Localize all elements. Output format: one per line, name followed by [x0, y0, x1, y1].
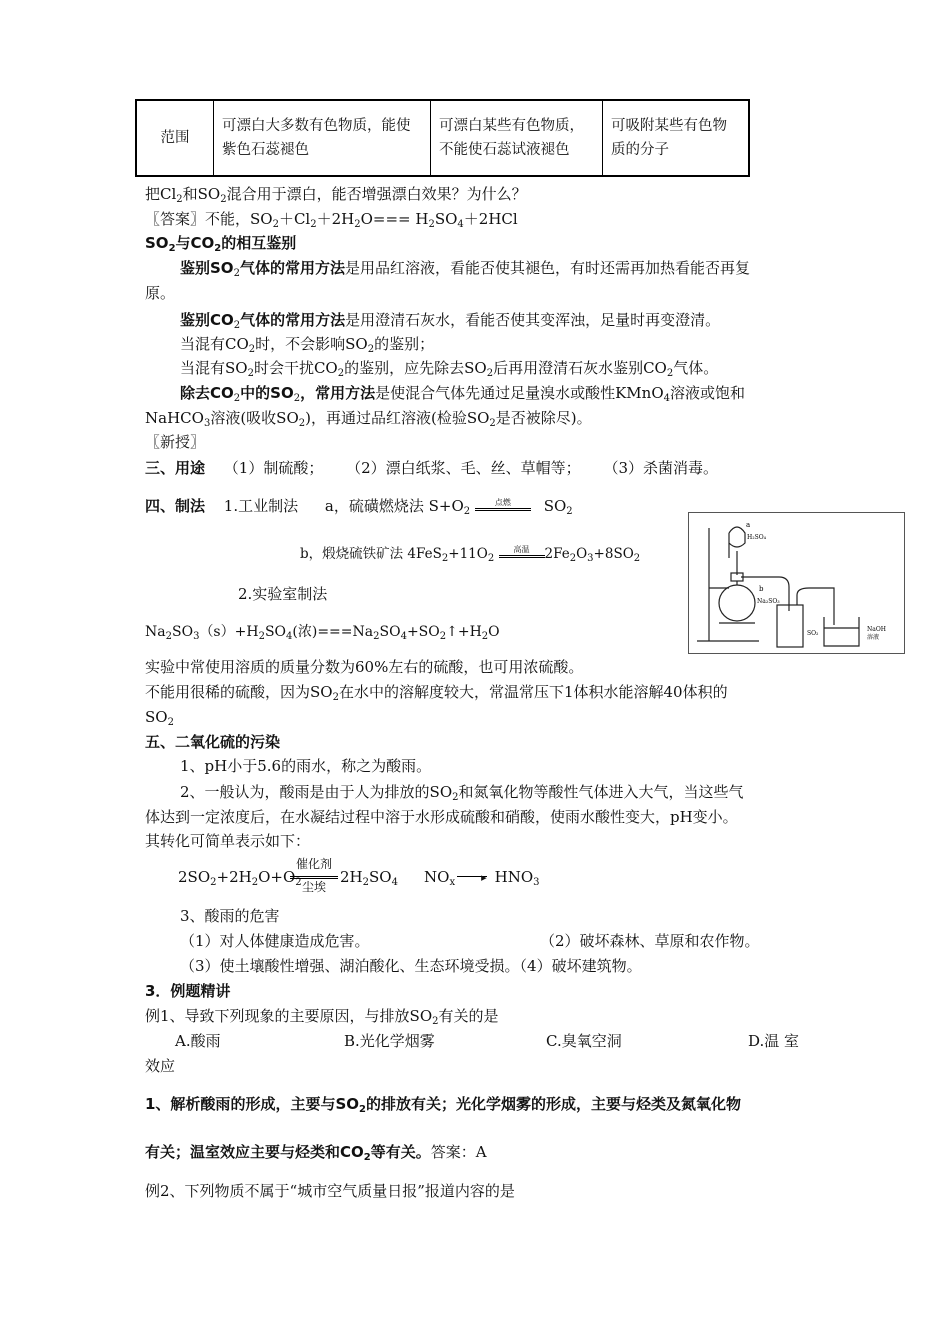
comparison-table: [135, 99, 750, 177]
pollution-p2-cont: 体达到一定浓度后，在水凝结过程中溶于水形成硫酸和硝酸，使雨水酸性变大，pH变小。: [145, 808, 738, 826]
lab-note-1: 实验中常使用溶质的质量分数为60%左右的硫酸，也可用浓硫酸。: [145, 658, 584, 676]
example-2-question: 例2、下列物质不属于“城市空气质量日报”报道内容的是: [145, 1182, 515, 1200]
option-c: C.臭氧空洞: [546, 1032, 622, 1050]
para-remove-cont: NaHCO$_3$溶液(吸收$SO_2$)，再通过品红溶液(检验$SO_2$是否被除尽)。: [145, 409, 592, 429]
cell-so2: 可漂白某些有色物质，不能使石蕊试液褪色: [431, 100, 603, 176]
pollution-p2-end: 其转化可简单表示如下：: [145, 832, 311, 850]
para-co2-test: 鉴别$CO_2$气体的常用方法是用澄清石灰水，看能否使其变浑浊，足量时再变澄清。: [180, 311, 721, 331]
example-1-solution: 1、解析酸雨的形成，主要与$SO_2$的排放有关；光化学烟雾的形成，主要与烃类及氮氧化物: [145, 1095, 741, 1115]
option-d-cont: 效应: [145, 1057, 176, 1075]
pyrite-equation: b，煅烧硫铁矿法 $4FeS_2+11O_2$ 高温 $2Fe_2O_3+8SO_2$: [300, 545, 641, 564]
label-gas: SO₂: [807, 630, 819, 637]
para-so2-test: 鉴别$SO_2$气体的常用方法是用品红溶液，看能否使其褪色，有时还需再加热看能否再复: [180, 259, 750, 279]
option-d: D.温 室: [748, 1032, 800, 1050]
para-mix-2: 当混有$SO_2$时会干扰$CO_2$的鉴别，应先除去$SO_2$后再用澄清石灰水鉴别$CO_2$气体。: [180, 359, 719, 379]
lab-method-label: 2.实验室制法: [238, 585, 328, 603]
option-a: A.酸雨: [175, 1032, 221, 1050]
para-mix-1: 当混有$CO_2$时，不会影响$SO_2$的鉴别；: [180, 335, 435, 355]
catalyst-label: 催化剂 尘埃: [290, 856, 338, 895]
para-remove: 除去$CO_2$中的$SO_2$，常用方法是使混合气体先通过足量溴水或酸性KMnO$_4$溶液或饱和: [180, 384, 746, 404]
example-1-question: 例1、导致下列现象的主要原因，与排放$SO_2$有关的是: [145, 1007, 499, 1027]
option-b: B.光化学烟雾: [344, 1032, 435, 1050]
label-salt: Na₂SO₃: [757, 598, 780, 605]
harm-2: （2）破坏森林、草原和农作物。: [540, 932, 760, 950]
apparatus-diagram: [688, 512, 905, 654]
label-b: b: [759, 585, 764, 593]
new-lesson-label: 〖新授〗: [145, 433, 206, 451]
harm-3-4: （3）使土壤酸性增强、湖泊酸化、生态环境受损。（4）破坏建筑物。: [180, 957, 642, 975]
examples-heading: 3．例题精讲: [145, 982, 231, 1000]
label-a: a: [746, 521, 751, 529]
question-1: 把$Cl_2$和$SO_2$混合用于漂白，能否增强漂白效果？为什么？: [145, 185, 527, 205]
lab-note-2: 不能用很稀的硫酸，因为$SO_2$在水中的溶解度较大，常温常压下1体积水能溶解40体积的: [145, 683, 728, 703]
lab-note-2-cont: $SO_2$: [145, 708, 174, 728]
heading-identification: $SO_2$与$CO_2$的相互鉴别: [145, 234, 297, 254]
label-naoh: NaOH: [867, 626, 886, 633]
para-so2-test-cont: 原。: [145, 284, 176, 302]
section-preparation: 四、制法 1.工业制法 a，硫磺燃烧法 $S+O_2$ 点燃 $SO_2$: [145, 497, 573, 517]
apparatus-drawing: [689, 513, 904, 653]
cell-carbon: 可吸附某些有色物质的分子: [603, 100, 750, 176]
label-acid: H₂SO₄: [747, 534, 767, 541]
acid-rain-harm-title: 3、酸雨的危害: [180, 907, 280, 925]
cell-chlorine: 可漂白大多数有色物质，能使紫色石蕊褪色: [214, 100, 431, 176]
lab-equation: $Na_2SO_3(s)+H_2SO_4$(浓)$===Na_2SO_4+SO_2↑+H_2O$: [145, 624, 500, 642]
pollution-p2: 2、一般认为，酸雨是由于人为排放的$SO_2$和氮氧化物等酸性气体进入大气，当这些气: [180, 783, 744, 803]
section-uses: 三、用途 （1）制硫酸； （2）漂白纸浆、毛、丝、草帽等； （3）杀菌消毒。: [145, 459, 718, 477]
section-pollution: 五、二氧化硫的污染: [145, 733, 281, 751]
table-row: [136, 100, 749, 176]
row-label: 范围: [136, 100, 214, 176]
example-1-solution-cont: 有关；温室效应主要与烃类和$CO_2$等有关。答案：A: [145, 1143, 487, 1163]
pollution-p1: 1、pH小于5.6的雨水，称之为酸雨。: [180, 757, 432, 775]
harm-1: （1）对人体健康造成危害。: [180, 932, 370, 950]
label-solution: 溶液: [867, 634, 880, 641]
answer-1: 〖答案〗不能，$SO_2+Cl_2+2H_2O=== H_2SO_4+2HCl$: [145, 210, 518, 230]
